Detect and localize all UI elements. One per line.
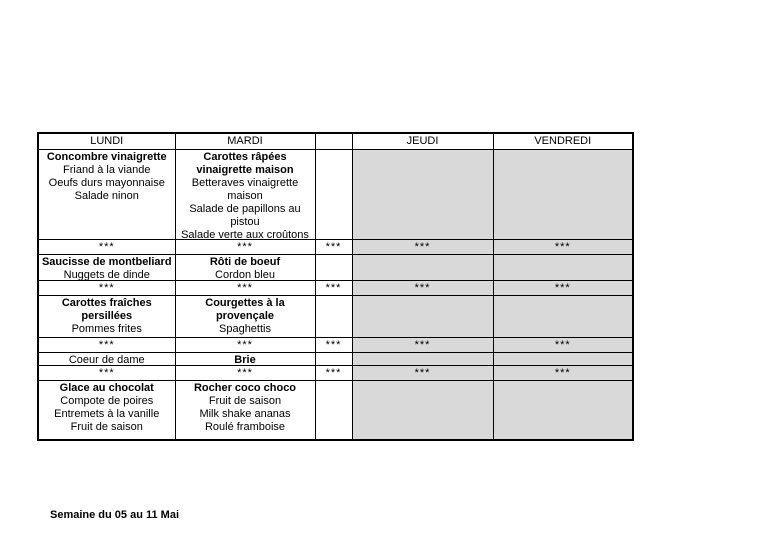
cell-content [494,381,633,439]
menu-cell-desserts-mardi [175,381,315,441]
menu-item: Friand à la viande [63,164,151,176]
separator-cell-jeudi: *** [352,366,493,381]
menu-item: Courgettes à la provençale [205,297,285,322]
menu-cell-entrees-spacer [315,150,352,240]
menu-cell-entrees-mardi [175,150,315,240]
cell-content [176,296,315,337]
menu-row-desserts [38,381,633,441]
week-label: Semaine du 05 au 11 Mai [50,509,180,521]
menu-cell-plats-spacer [315,255,352,281]
menu-cell-fromages-mardi [175,353,315,366]
menu-cell-entrees-vendredi [493,150,633,240]
menu-item: Salade verte aux croûtons [181,229,309,239]
separator-row [38,281,633,296]
menu-cell-plats-jeudi [352,255,493,281]
column-header-jeudi: JEUDI [352,133,493,150]
menu-cell-desserts-lundi [38,381,175,441]
cell-content [494,296,633,337]
menu-item: Salade ninon [74,190,139,202]
cell-content [494,353,633,365]
cell-content [316,255,352,280]
separator-cell-lundi: *** [38,338,175,353]
cell-content [353,296,493,337]
menu-row-fromages [38,353,633,366]
menu-table-header [38,133,633,150]
menu-item: Milk shake ananas [199,408,291,420]
separator-cell-spacer: *** [315,338,352,353]
menu-item: Entremets à la vanille [54,408,160,420]
cell-content [353,353,493,365]
separator-cell-lundi: *** [38,281,175,296]
menu-row-plats [38,255,633,281]
cell-content [176,381,315,439]
separator-cell-spacer: *** [315,366,352,381]
column-header-mardi: MARDI [175,133,315,150]
menu-cell-fromages-jeudi [352,353,493,366]
separator-cell-jeudi: *** [352,338,493,353]
separator-cell-jeudi: *** [352,240,493,255]
cell-content [39,296,175,337]
cell-content [39,353,175,365]
menu-item: Concombre vinaigrette [46,151,167,163]
menu-item: Roulé framboise [204,421,286,433]
separator-row [38,338,633,353]
weekly-menu-table [37,132,634,441]
menu-row-entrees [38,150,633,240]
menu-cell-fromages-vendredi [493,353,633,366]
separator-cell-spacer: *** [315,240,352,255]
separator-row [38,366,633,381]
separator-cell-mardi: *** [175,338,315,353]
menu-cell-fromages-lundi [38,353,175,366]
separator-cell-vendredi: *** [493,366,633,381]
menu-item: Carottes râpées vinaigrette maison [196,151,294,176]
column-header-vendredi: VENDREDI [493,133,633,150]
menu-cell-desserts-spacer [315,381,352,441]
menu-item: Saucisse de montbeliard [41,256,172,268]
cell-content [353,381,493,439]
menu-row-accompagnements [38,296,633,338]
cell-content [353,255,493,280]
separator-cell-vendredi: *** [493,338,633,353]
cell-content [176,150,315,239]
separator-cell-mardi: *** [175,366,315,381]
menu-item: Rocher coco choco [193,382,297,394]
cell-content [39,381,175,439]
menu-item: Rôti de boeuf [209,256,281,268]
menu-item: Coeur de dame [68,354,145,365]
cell-content [494,255,633,280]
menu-item: Salade de papillons au pistou [189,203,301,228]
separator-cell-spacer: *** [315,281,352,296]
separator-cell-lundi: *** [38,240,175,255]
separator-cell-lundi: *** [38,366,175,381]
header-row [38,133,633,150]
cell-content [494,150,633,239]
cell-content [176,353,315,365]
menu-cell-desserts-jeudi [352,381,493,441]
separator-cell-mardi: *** [175,281,315,296]
cell-content [39,150,175,239]
menu-cell-plats-vendredi [493,255,633,281]
menu-cell-accompagnements-mardi [175,296,315,338]
menu-item: Oeufs durs mayonnaise [48,177,165,189]
menu-item: Betteraves vinaigrette maison [191,177,299,202]
menu-cell-accompagnements-spacer [315,296,352,338]
menu-cell-accompagnements-jeudi [352,296,493,338]
menu-cell-entrees-lundi [38,150,175,240]
menu-cell-desserts-vendredi [493,381,633,441]
cell-content [316,150,352,239]
menu-item: Glace au chocolat [59,382,154,394]
cell-content [316,353,352,365]
separator-cell-vendredi: *** [493,281,633,296]
menu-table-body [38,150,633,441]
separator-row [38,240,633,255]
menu-cell-entrees-jeudi [352,150,493,240]
menu-cell-accompagnements-lundi [38,296,175,338]
menu-item: Nuggets de dinde [63,269,150,280]
separator-cell-mardi: *** [175,240,315,255]
cell-content [39,255,175,280]
menu-cell-plats-lundi [38,255,175,281]
cell-content [316,296,352,337]
menu-cell-plats-mardi [175,255,315,281]
separator-cell-jeudi: *** [352,281,493,296]
cell-content [316,381,352,439]
cell-content [353,150,493,239]
menu-item: Brie [234,354,256,365]
menu-cell-fromages-spacer [315,353,352,366]
menu-item: Fruit de saison [208,395,282,407]
menu-item: Compote de poires [60,395,154,407]
separator-cell-vendredi: *** [493,240,633,255]
menu-item: Pommes frites [71,323,142,335]
menu-item: Cordon bleu [215,269,275,280]
cell-content [176,255,315,280]
menu-item: Spaghettis [219,323,271,335]
menu-cell-accompagnements-vendredi [493,296,633,338]
menu-item: Fruit de saison [70,421,143,433]
menu-item: Carottes fraîches persillées [61,297,152,322]
column-header-lundi: LUNDI [38,133,175,150]
column-header-spacer [315,133,352,150]
